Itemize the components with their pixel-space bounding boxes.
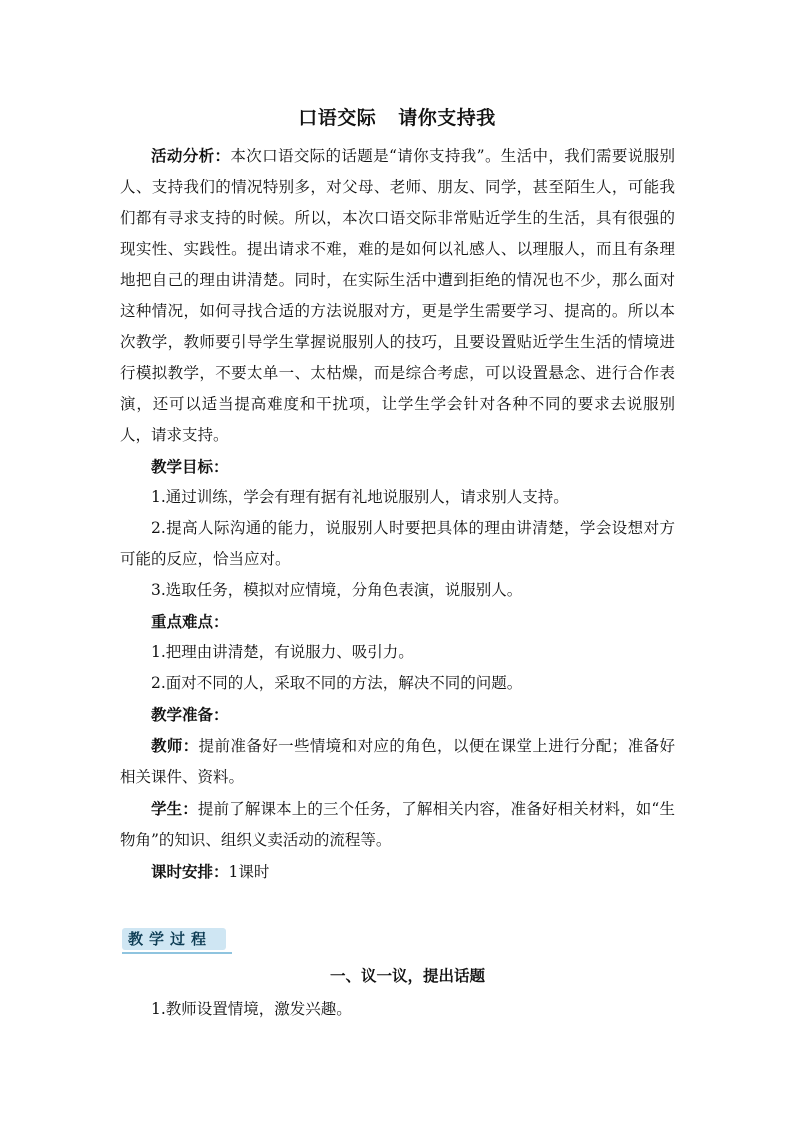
schedule-label: 课时安排： [151,862,229,881]
section-1-title: 一、议一议，提出话题 [329,966,485,985]
goals-heading: 教学目标： [151,457,229,476]
schedule-line [120,856,675,888]
student-label: 学生： [151,799,198,818]
keypoint-item-1: 1.把理由讲清楚，有说服力、吸引力。 [151,643,414,661]
keypoint-item-2: 2.面对不同的人，采取不同的方法，解决不同的问题。 [151,674,523,692]
analysis-paragraph [120,140,675,451]
title-part-2: 请你支持我 [398,107,496,129]
preparation-heading: 教学准备： [151,705,229,724]
page-title [0,104,794,132]
goal-item-2: 2.提高人际沟通的能力，说服别人时要把具体的理由讲清楚，学会设想对方可能的反应，恰当应对。 [120,519,675,568]
keypoints-heading: 重点难点： [151,612,229,631]
analysis-label: 活动分析： [151,146,231,165]
step-1: 1.教师设置情境，激发兴趣。 [151,1000,352,1018]
title-part-1: 口语交际 [298,107,377,129]
analysis-text: 本次口语交际的话题是“请你支持我”。生活中，我们需要说服别人、支持我们的情况特别多，对父母、老师、朋友、同学，甚至陌生人，可能我们都有寻求支持的时候。所以，本次口语交际非常贴近学生的生活，具有很强的现实性、实践性。提出请求不难，难的是如何以礼感人、以理服人，而且有条理地把自己的理由讲清楚。同时，在实际生活中遭到拒绝的情况也不少，那么面对这种情况，如何寻找合适的方法说服对方，更是学生需要学习、提高的。所以本次教学，教师要引导学生掌握说服别人的技巧，且要设置贴近学生生活的情境进行模拟教学，不要太单一、太枯燥，而是综合考虑，可以设置悬念、进行合作表演，还可以适当提高难度和干扰项，让学生学会针对各种不同的要求去说服别人，请求支持。 [120,147,675,444]
schedule-text: 1课时 [228,863,270,881]
teacher-text: 提前准备好一些情境和对应的角色，以便在课堂上进行分配；准备好相关课件、资料。 [120,737,675,786]
goal-item-1: 1.通过训练，学会有理有据有礼地说服别人，请求别人支持。 [151,488,569,506]
student-preparation [120,793,675,856]
teaching-process-label: 教学过程 [128,930,213,948]
document-body [120,140,675,888]
teaching-process-badge [122,928,232,954]
teacher-preparation [120,730,675,793]
student-text: 提前了解课本上的三个任务，了解相关内容，准备好相关材料，如“生物角”的知识、组织义卖活动的流程等。 [120,800,675,849]
teacher-label: 教师： [151,736,199,755]
goal-item-3: 3.选取任务，模拟对应情境，分角色表演，说服别人。 [151,581,523,599]
